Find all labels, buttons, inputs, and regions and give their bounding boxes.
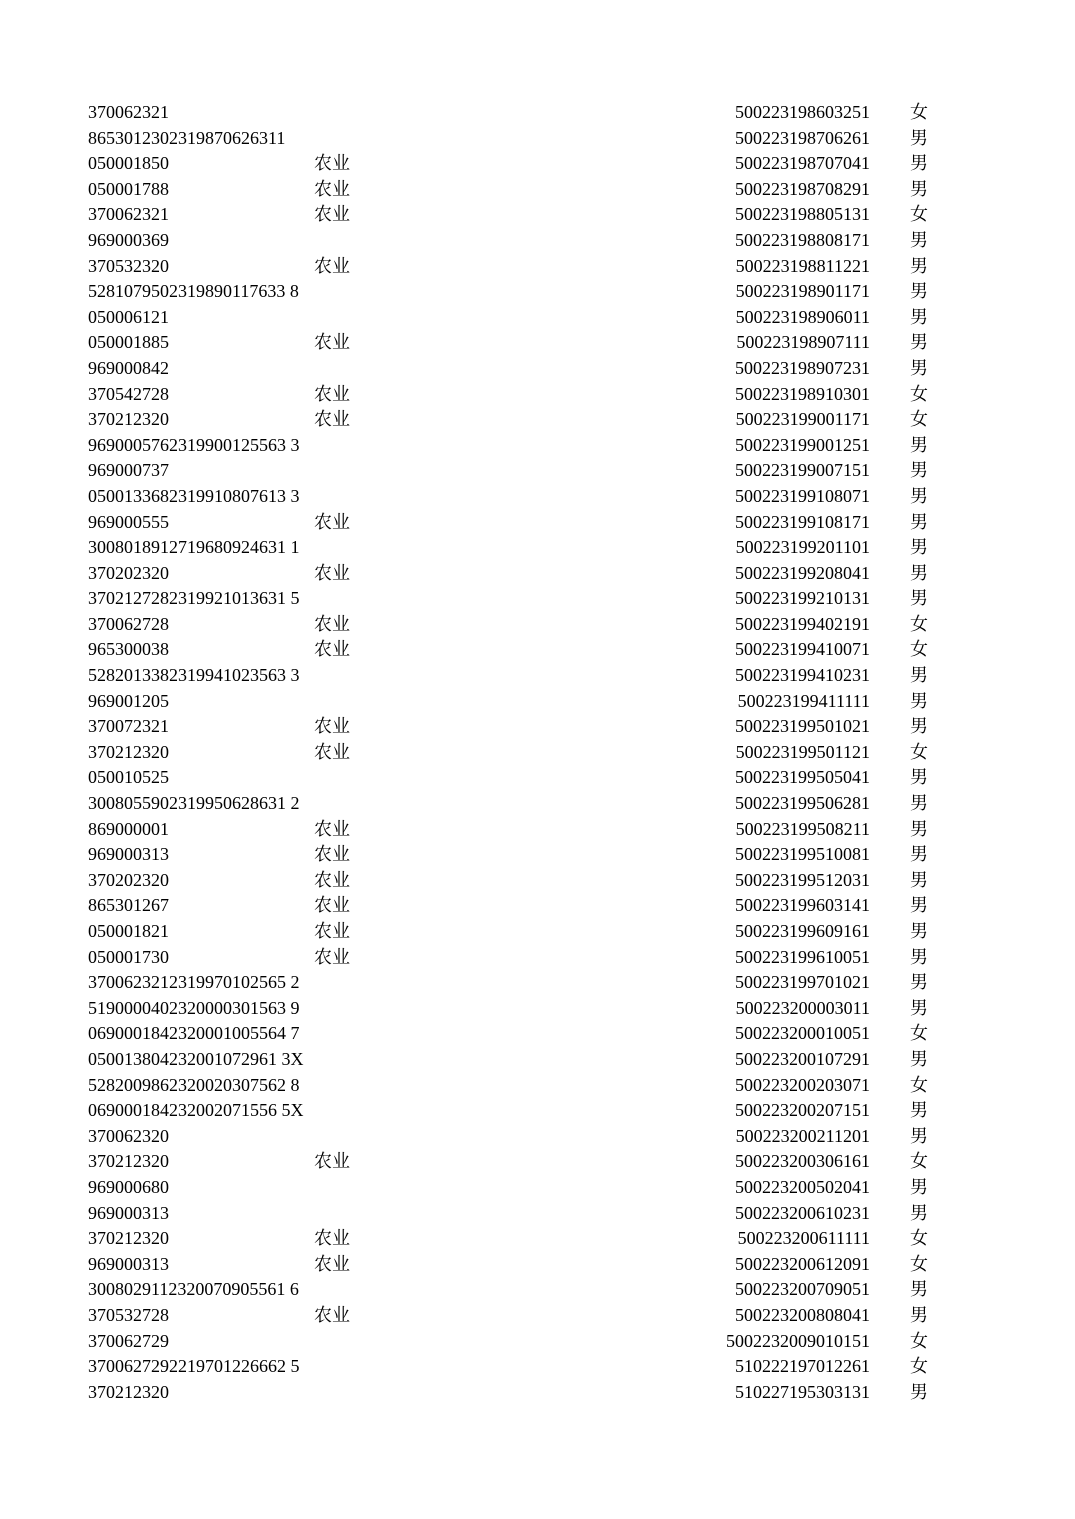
cell-category[interactable]: 农业 <box>314 255 350 276</box>
table-row <box>0 817 1075 843</box>
cell-category[interactable]: 农业 <box>314 946 350 967</box>
cell-id-number-text: 500223198901171 <box>735 281 870 302</box>
cell-id-a[interactable]: 370212320 <box>88 1151 169 1172</box>
table-row <box>0 970 1075 996</box>
cell-id-number[interactable] <box>700 202 870 228</box>
cell-id-number-text: 500223200306161 <box>735 1151 870 1172</box>
cell-id-number[interactable] <box>700 305 870 331</box>
cell-id-number[interactable] <box>700 1303 870 1329</box>
cell-category[interactable]: 农业 <box>314 1228 350 1249</box>
cell-gender[interactable]: 男 <box>910 255 928 276</box>
cell-gender[interactable]: 女 <box>910 1023 928 1044</box>
cell-gender[interactable]: 男 <box>910 869 928 890</box>
cell-id-a[interactable]: 969000313 <box>88 1202 169 1223</box>
cell-id-number-text: 500223200502041 <box>735 1176 870 1197</box>
cell-category[interactable]: 农业 <box>314 869 350 890</box>
cell-id-number-text: 500223199512031 <box>735 869 870 890</box>
table-row <box>0 612 1075 638</box>
cell-gender[interactable]: 男 <box>910 357 928 378</box>
cell-id-number-text: 500223199208041 <box>735 562 870 583</box>
cell-id-number[interactable] <box>700 1329 870 1355</box>
table-row <box>0 535 1075 561</box>
cell-gender[interactable]: 男 <box>910 434 928 455</box>
cell-gender[interactable]: 男 <box>910 562 928 583</box>
table-row <box>0 484 1075 510</box>
cell-id-a[interactable]: 969000313 <box>88 844 169 865</box>
table-row <box>0 740 1075 766</box>
cell-id-a[interactable]: 5282013382319941023563 3 <box>88 665 300 686</box>
cell-category[interactable]: 农业 <box>314 613 350 634</box>
cell-id-number[interactable] <box>700 279 870 305</box>
cell-category[interactable]: 农业 <box>314 178 350 199</box>
table-row <box>0 433 1075 459</box>
cell-id-number-text: 500223199501021 <box>735 716 870 737</box>
table-row <box>0 305 1075 331</box>
cell-id-a[interactable]: 370532728 <box>88 1304 169 1325</box>
cell-category[interactable]: 农业 <box>314 741 350 762</box>
table-row <box>0 510 1075 536</box>
cell-id-a[interactable]: 050010525 <box>88 767 169 788</box>
table-row <box>0 791 1075 817</box>
cell-id-number[interactable] <box>700 1380 870 1406</box>
cell-id-number-text: 500223198805131 <box>735 204 870 225</box>
cell-id-a[interactable]: 865301267 <box>88 895 169 916</box>
cell-id-number-text: 500223200611111 <box>737 1228 870 1249</box>
cell-id-number[interactable] <box>700 228 870 254</box>
cell-id-a[interactable]: 370062729 <box>88 1330 169 1351</box>
table-row <box>0 202 1075 228</box>
table-row <box>0 279 1075 305</box>
cell-id-a[interactable]: 370202320 <box>88 562 169 583</box>
cell-gender[interactable]: 男 <box>910 332 928 353</box>
cell-id-a[interactable]: 050001850 <box>88 153 169 174</box>
cell-id-number[interactable] <box>700 919 870 945</box>
cell-id-number[interactable] <box>700 689 870 715</box>
cell-id-number-text: 500223200207151 <box>735 1100 870 1121</box>
table-row <box>0 382 1075 408</box>
table-row <box>0 228 1075 254</box>
cell-id-a[interactable]: 969000737 <box>88 460 169 481</box>
cell-gender[interactable]: 男 <box>910 127 928 148</box>
cell-gender[interactable]: 男 <box>910 178 928 199</box>
cell-id-number-text: 500223200610231 <box>735 1202 870 1223</box>
cell-id-number[interactable] <box>700 791 870 817</box>
cell-id-number[interactable] <box>700 586 870 612</box>
cell-id-number[interactable] <box>700 765 870 791</box>
cell-gender[interactable]: 男 <box>910 716 928 737</box>
table-row <box>0 1354 1075 1380</box>
table-row <box>0 1277 1075 1303</box>
cell-id-a[interactable]: 050001821 <box>88 921 169 941</box>
cell-id-number-text: 500223199610051 <box>735 946 870 967</box>
cell-id-number[interactable] <box>700 663 870 689</box>
table-row <box>0 893 1075 919</box>
cell-gender[interactable]: 男 <box>910 818 928 839</box>
table-row <box>0 407 1075 433</box>
cell-category[interactable]: 农业 <box>314 921 350 941</box>
cell-id-a[interactable]: 969000842 <box>88 357 169 378</box>
cell-id-number[interactable] <box>700 945 870 971</box>
cell-gender[interactable]: 女 <box>910 1074 928 1095</box>
cell-id-number-text: 500223199501121 <box>735 741 870 762</box>
cell-id-a[interactable]: 5190000402320000301563 9 <box>88 997 300 1018</box>
cell-gender[interactable]: 男 <box>910 1202 928 1223</box>
cell-id-a[interactable]: 3008029112320070905561 6 <box>88 1279 299 1300</box>
cell-id-number[interactable] <box>700 970 870 996</box>
cell-id-number[interactable] <box>700 1149 870 1175</box>
cell-id-a[interactable]: 969000680 <box>88 1176 169 1197</box>
cell-gender[interactable]: 女 <box>910 409 928 430</box>
cell-category[interactable]: 农业 <box>314 511 350 532</box>
cell-id-a[interactable]: 3008018912719680924631 1 <box>88 537 300 558</box>
cell-gender[interactable]: 男 <box>910 153 928 174</box>
cell-id-number[interactable] <box>700 1175 870 1201</box>
cell-id-number-text: 5002232009010151 <box>726 1330 870 1351</box>
cell-id-number-text: 500223199510081 <box>735 844 870 865</box>
table-row <box>0 765 1075 791</box>
cell-category[interactable]: 农业 <box>314 1304 350 1325</box>
cell-category[interactable]: 农业 <box>314 332 350 353</box>
cell-category[interactable]: 农业 <box>314 383 350 404</box>
cell-id-a[interactable]: 370062728 <box>88 613 169 634</box>
cell-id-number-text: 500223200203071 <box>735 1074 870 1095</box>
cell-gender[interactable]: 女 <box>910 1151 928 1172</box>
cell-id-number-text: 500223199609161 <box>735 921 870 941</box>
cell-id-number[interactable] <box>700 893 870 919</box>
table-row <box>0 1252 1075 1278</box>
table-row <box>0 1021 1075 1047</box>
cell-id-number[interactable] <box>700 535 870 561</box>
cell-id-number-text: 500223198906011 <box>735 306 870 327</box>
cell-gender[interactable]: 男 <box>910 1125 928 1146</box>
table-row <box>0 714 1075 740</box>
cell-id-number-text: 500223199603141 <box>735 895 870 916</box>
cell-gender[interactable]: 男 <box>910 1048 928 1069</box>
cell-gender[interactable]: 男 <box>910 895 928 916</box>
cell-id-number-text: 500223199001251 <box>735 434 870 455</box>
cell-id-number[interactable] <box>700 126 870 152</box>
cell-id-number-text: 500223200107291 <box>735 1048 870 1069</box>
cell-id-number[interactable] <box>700 996 870 1022</box>
cell-id-number[interactable] <box>700 612 870 638</box>
cell-gender[interactable]: 男 <box>910 281 928 302</box>
cell-id-number-text: 500223199108171 <box>735 511 870 532</box>
table-row <box>0 663 1075 689</box>
cell-gender[interactable]: 女 <box>910 1356 928 1377</box>
cell-id-number-text: 500223198706261 <box>735 127 870 148</box>
cell-gender[interactable]: 女 <box>910 204 928 225</box>
table-row <box>0 586 1075 612</box>
cell-category[interactable]: 农业 <box>314 1253 350 1274</box>
cell-id-number[interactable] <box>700 407 870 433</box>
cell-id-number[interactable] <box>700 1021 870 1047</box>
cell-id-a[interactable]: 050013804232001072961 3X <box>88 1048 304 1069</box>
cell-id-a[interactable]: 0500133682319910807613 3 <box>88 485 300 506</box>
cell-gender[interactable]: 女 <box>910 102 928 122</box>
cell-id-number[interactable] <box>700 458 870 484</box>
cell-id-number-text: 500223200709051 <box>735 1279 870 1300</box>
cell-id-number-text: 500223199201101 <box>735 537 870 558</box>
cell-id-a[interactable]: 050001730 <box>88 946 169 967</box>
table-row <box>0 919 1075 945</box>
cell-gender[interactable]: 男 <box>910 844 928 865</box>
cell-id-a[interactable]: 969000369 <box>88 229 169 250</box>
cell-id-number-text: 500223198910301 <box>735 383 870 404</box>
cell-gender[interactable]: 男 <box>910 537 928 558</box>
cell-id-a[interactable]: 965300038 <box>88 639 169 660</box>
cell-id-number-text: 510227195303131 <box>735 1381 870 1402</box>
table-row <box>0 1226 1075 1252</box>
cell-gender[interactable]: 男 <box>910 793 928 814</box>
cell-gender[interactable]: 男 <box>910 1100 928 1121</box>
cell-id-number[interactable] <box>700 1354 870 1380</box>
cell-category[interactable]: 农业 <box>314 844 350 865</box>
cell-id-number[interactable] <box>700 1124 870 1150</box>
cell-id-number-text: 500223199402191 <box>735 613 870 634</box>
cell-id-a[interactable]: 370542728 <box>88 383 169 404</box>
cell-gender[interactable]: 男 <box>910 1176 928 1197</box>
cell-id-a[interactable]: 3700627292219701226662 5 <box>88 1356 300 1377</box>
table-row <box>0 1073 1075 1099</box>
cell-gender[interactable]: 女 <box>910 741 928 762</box>
cell-id-a[interactable]: 869000001 <box>88 818 169 839</box>
cell-id-a[interactable]: 3008055902319950628631 2 <box>88 793 300 814</box>
cell-id-a[interactable]: 3702127282319921013631 5 <box>88 588 300 609</box>
cell-gender[interactable]: 女 <box>910 1330 928 1351</box>
table-row <box>0 842 1075 868</box>
cell-gender[interactable]: 男 <box>910 460 928 481</box>
table-row <box>0 254 1075 280</box>
cell-id-number[interactable] <box>700 1201 870 1227</box>
cell-id-a[interactable]: 3700623212319970102565 2 <box>88 972 300 993</box>
cell-id-number[interactable] <box>700 484 870 510</box>
cell-id-number-text: 500223198808171 <box>735 229 870 250</box>
cell-category[interactable]: 农业 <box>314 818 350 839</box>
cell-gender[interactable]: 男 <box>910 1381 928 1402</box>
cell-id-number[interactable] <box>700 1252 870 1278</box>
cell-id-number-text: 500223198811221 <box>735 255 870 276</box>
cell-gender[interactable]: 男 <box>910 665 928 686</box>
table-row <box>0 126 1075 152</box>
cell-id-number[interactable] <box>700 433 870 459</box>
cell-gender[interactable]: 男 <box>910 690 928 711</box>
cell-id-number-text: 500223199410071 <box>735 639 870 660</box>
cell-id-number[interactable] <box>700 714 870 740</box>
cell-id-a[interactable]: 370062321 <box>88 102 169 122</box>
cell-id-a[interactable]: 050001788 <box>88 178 169 199</box>
cell-id-number-text: 500223200612091 <box>735 1253 870 1274</box>
cell-id-a[interactable]: 370202320 <box>88 869 169 890</box>
table-row <box>0 996 1075 1022</box>
cell-gender[interactable]: 男 <box>910 306 928 327</box>
cell-id-number-text: 510222197012261 <box>735 1356 870 1377</box>
cell-id-number-text: 500223198708291 <box>735 178 870 199</box>
cell-id-a[interactable]: 8653012302319870626311 <box>88 127 286 148</box>
cell-id-number-text: 500223199505041 <box>735 767 870 788</box>
cell-category[interactable]: 农业 <box>314 716 350 737</box>
cell-id-a[interactable]: 370212320 <box>88 1228 169 1249</box>
cell-gender[interactable]: 男 <box>910 1304 928 1325</box>
cell-id-a[interactable]: 9690005762319900125563 3 <box>88 434 300 455</box>
cell-id-a[interactable]: 050006121 <box>88 306 169 327</box>
cell-id-a[interactable]: 069000184232002071556 5X <box>88 1100 304 1121</box>
table-row <box>0 151 1075 177</box>
cell-gender[interactable]: 男 <box>910 946 928 967</box>
cell-id-number-text: 500223200003011 <box>735 997 870 1018</box>
table-row <box>0 1098 1075 1124</box>
cell-gender[interactable]: 女 <box>910 613 928 634</box>
table-row <box>0 637 1075 663</box>
cell-id-a[interactable]: 370072321 <box>88 716 169 737</box>
cell-category[interactable]: 农业 <box>314 562 350 583</box>
table-row <box>0 356 1075 382</box>
cell-gender[interactable]: 男 <box>910 588 928 609</box>
cell-gender[interactable]: 女 <box>910 639 928 660</box>
cell-category[interactable]: 农业 <box>314 639 350 660</box>
cell-id-number[interactable] <box>700 254 870 280</box>
cell-gender[interactable]: 男 <box>910 997 928 1018</box>
cell-id-a[interactable]: 969001205 <box>88 690 169 711</box>
cell-id-number[interactable] <box>700 177 870 203</box>
cell-id-number-text: 500223199701021 <box>735 972 870 993</box>
cell-id-number[interactable] <box>700 382 870 408</box>
table-row <box>0 1047 1075 1073</box>
cell-gender[interactable]: 女 <box>910 1253 928 1274</box>
cell-id-number-text: 500223199007151 <box>735 460 870 481</box>
cell-category[interactable]: 农业 <box>314 409 350 430</box>
cell-id-number[interactable] <box>700 561 870 587</box>
table-row <box>0 561 1075 587</box>
cell-id-number-text: 500223199410231 <box>735 665 870 686</box>
table-row <box>0 458 1075 484</box>
cell-id-number[interactable] <box>700 1098 870 1124</box>
cell-id-number[interactable] <box>700 1277 870 1303</box>
cell-id-a[interactable]: 370212320 <box>88 741 169 762</box>
cell-id-number[interactable] <box>700 740 870 766</box>
table-row <box>0 1201 1075 1227</box>
cell-id-a[interactable]: 370062321 <box>88 204 169 225</box>
cell-gender[interactable]: 男 <box>910 972 928 993</box>
cell-id-number[interactable] <box>700 510 870 536</box>
cell-id-number-text: 500223198907111 <box>736 332 870 353</box>
cell-id-number[interactable] <box>700 868 870 894</box>
table-row <box>0 1329 1075 1355</box>
cell-id-a[interactable]: 370532320 <box>88 255 169 276</box>
cell-id-a[interactable]: 5282009862320020307562 8 <box>88 1074 300 1095</box>
table-row <box>0 945 1075 971</box>
cell-id-number-text: 500223199506281 <box>735 793 870 814</box>
cell-id-number[interactable] <box>700 330 870 356</box>
cell-id-a[interactable]: 0690001842320001005564 7 <box>88 1023 300 1044</box>
cell-id-a[interactable]: 969000313 <box>88 1253 169 1274</box>
cell-id-number[interactable] <box>700 817 870 843</box>
cell-id-number[interactable] <box>700 1073 870 1099</box>
cell-gender[interactable]: 女 <box>910 383 928 404</box>
table-row <box>0 868 1075 894</box>
table-row <box>0 1149 1075 1175</box>
cell-id-number-text: 500223199411111 <box>737 690 870 711</box>
cell-id-number[interactable] <box>700 637 870 663</box>
cell-id-number-text: 500223198907231 <box>735 357 870 378</box>
cell-id-number-text: 500223198707041 <box>735 153 870 174</box>
table-row <box>0 100 1075 126</box>
table-row <box>0 1175 1075 1201</box>
cell-id-a[interactable]: 370212320 <box>88 1381 169 1402</box>
cell-id-number-text: 500223199001171 <box>735 409 870 430</box>
cell-id-number-text: 500223200010051 <box>735 1023 870 1044</box>
cell-id-a[interactable]: 370212320 <box>88 409 169 430</box>
table-row <box>0 1380 1075 1406</box>
cell-gender[interactable]: 男 <box>910 767 928 788</box>
table-row <box>0 1303 1075 1329</box>
cell-id-number[interactable] <box>700 1047 870 1073</box>
cell-gender[interactable]: 男 <box>910 1279 928 1300</box>
spreadsheet-grid <box>0 100 1075 1405</box>
cell-category[interactable]: 农业 <box>314 153 350 174</box>
cell-id-number[interactable] <box>700 1226 870 1252</box>
cell-category[interactable]: 农业 <box>314 204 350 225</box>
cell-gender[interactable]: 男 <box>910 485 928 506</box>
cell-id-number-text: 500223199108071 <box>735 485 870 506</box>
cell-id-a[interactable]: 969000555 <box>88 511 169 532</box>
table-row <box>0 177 1075 203</box>
cell-category[interactable]: 农业 <box>314 1151 350 1172</box>
cell-id-number[interactable] <box>700 356 870 382</box>
cell-id-number-text: 500223199508211 <box>735 818 870 839</box>
cell-gender[interactable]: 女 <box>910 1228 928 1249</box>
cell-gender[interactable]: 男 <box>910 511 928 532</box>
cell-id-a[interactable]: 370062320 <box>88 1125 169 1146</box>
cell-id-number[interactable] <box>700 100 870 126</box>
cell-gender[interactable]: 男 <box>910 229 928 250</box>
cell-id-number-text: 500223199210131 <box>735 588 870 609</box>
cell-id-number-text: 500223200808041 <box>735 1304 870 1325</box>
cell-id-number[interactable] <box>700 151 870 177</box>
cell-id-number-text: 500223200211201 <box>735 1125 870 1146</box>
table-row <box>0 1124 1075 1150</box>
cell-id-number[interactable] <box>700 842 870 868</box>
cell-id-number-text: 500223198603251 <box>735 102 870 122</box>
table-row <box>0 689 1075 715</box>
cell-id-a[interactable]: 5281079502319890117633 8 <box>88 281 299 302</box>
cell-id-a[interactable]: 050001885 <box>88 332 169 353</box>
cell-gender[interactable]: 男 <box>910 921 928 941</box>
table-row <box>0 330 1075 356</box>
cell-category[interactable]: 农业 <box>314 895 350 916</box>
